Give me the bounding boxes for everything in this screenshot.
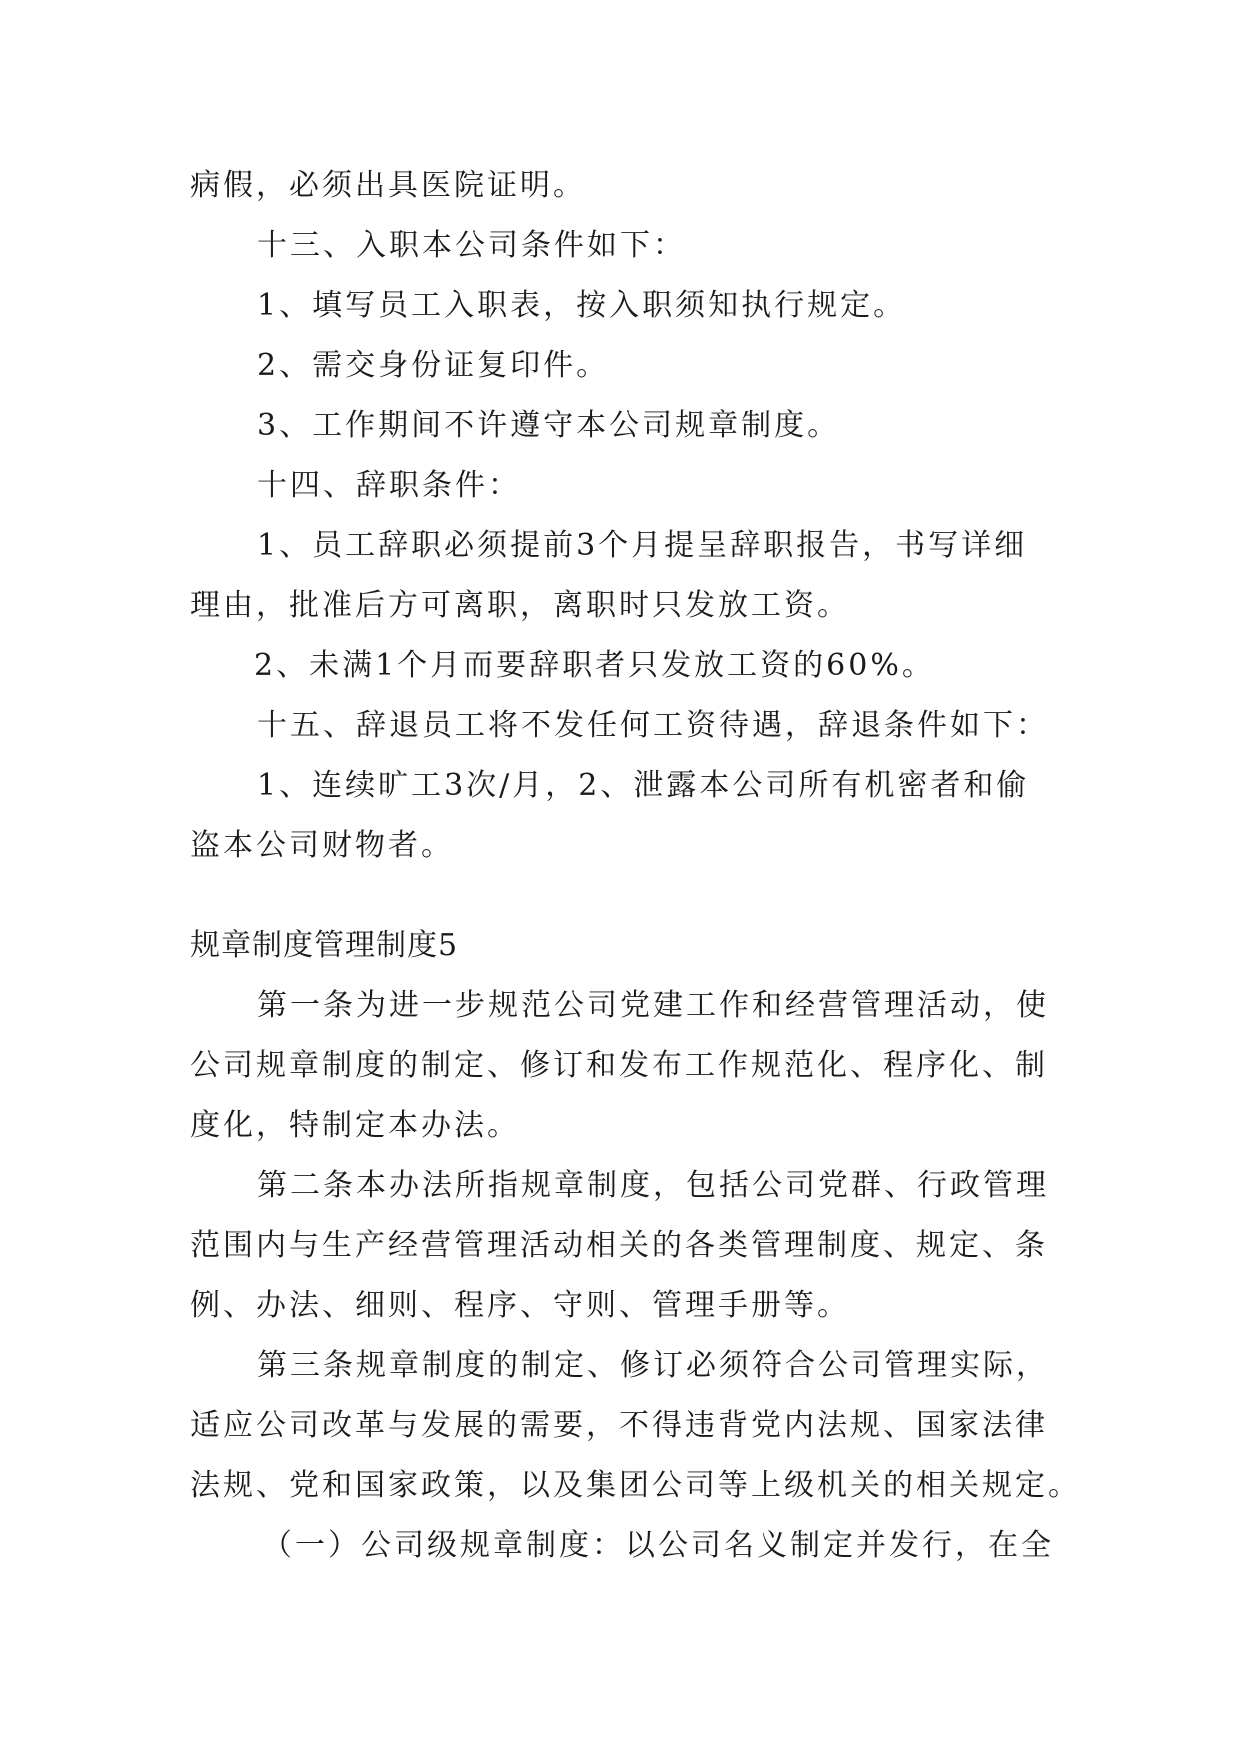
text-line: 范围内与生产经营管理活动相关的各类管理制度、规定、条 [190, 1228, 1048, 1263]
article-paragraph: 第三条规章制度的制定、修订必须符合公司管理实际， [257, 1348, 1049, 1383]
article-paragraph: 第二条本办法所指规章制度，包括公司党群、行政管理 [257, 1168, 1049, 1203]
section-heading: 十四、辞职条件： [257, 468, 521, 503]
text-line: 理由，批准后方可离职，离职时只发放工资。 [190, 588, 850, 623]
text-line: 度化，特制定本办法。 [190, 1108, 520, 1143]
text-line: 公司规章制度的制定、修订和发布工作规范化、程序化、制 [190, 1048, 1048, 1083]
clause-paragraph: （一）公司级规章制度：以公司名义制定并发行，在全 [262, 1528, 1054, 1563]
list-item: 2、需交身份证复印件。 [257, 348, 610, 383]
text-line: 病假，必须出具医院证明。 [190, 168, 586, 203]
article-paragraph: 第一条为进一步规范公司党建工作和经营管理活动，使 [257, 988, 1049, 1023]
list-item: 3、工作期间不许遵守本公司规章制度。 [257, 408, 841, 443]
section-heading: 十五、辞退员工将不发任何工资待遇，辞退条件如下： [257, 708, 1049, 743]
section-heading: 十三、入职本公司条件如下： [257, 228, 686, 263]
list-item: 2、未满1个月而要辞职者只发放工资的60%。 [254, 648, 935, 683]
text-line: 法规、党和国家政策，以及集团公司等上级机关的相关规定。 [190, 1468, 1081, 1503]
text-line: 盗本公司财物者。 [190, 828, 454, 863]
list-item: 1、员工辞职必须提前3个月提呈辞职报告，书写详细 [257, 528, 1028, 563]
text-line: 例、办法、细则、程序、守则、管理手册等。 [190, 1288, 850, 1323]
document-title: 规章制度管理制度5 [190, 928, 459, 963]
text-line: 适应公司改革与发展的需要，不得违背党内法规、国家法律 [190, 1408, 1048, 1443]
list-item: 1、填写员工入职表，按入职须知执行规定。 [257, 288, 907, 323]
list-item: 1、连续旷工3次/月，2、泄露本公司所有机密者和偷 [257, 768, 1030, 803]
